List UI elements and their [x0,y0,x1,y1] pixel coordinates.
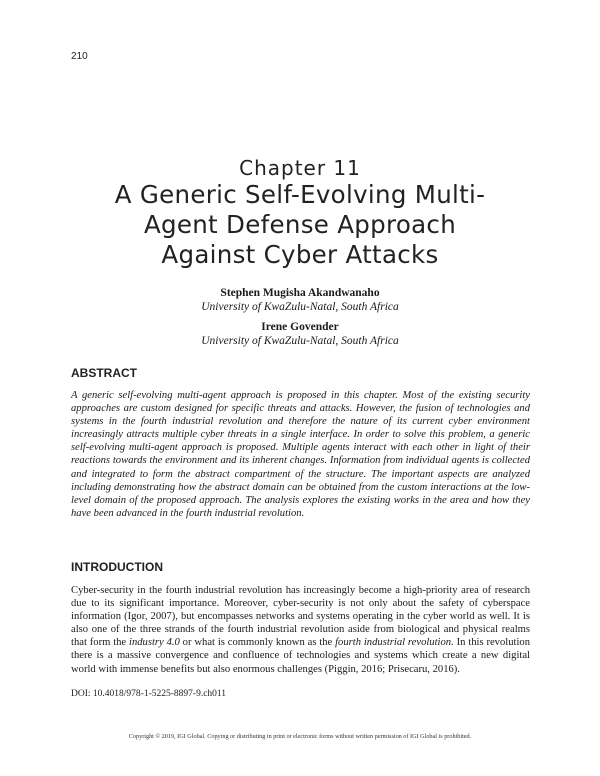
chapter-title-line: Against Cyber Attacks [161,240,439,269]
abstract-text: A generic self-evolving multi-agent approach is proposed in this chapter. Most of the existing security approaches are custom designed for specific threats and attacks. However, the fusion of technologies and systems in the fourth industrial revolution and therefore the nature of its current cyber environment increasingly attracts multiple cyber threats in a single interface. In order to solve this problem, a generic self-evolving multi-agent approach is proposed. Multiple agents interact with each other in light of their reactions towards the environment and its inherent changes. Information from individual agents is collected and integrated to form the abstract compartment of the structure. The important aspects are analyzed including demonstrating how the abstract domain can be obtained from the custom interactions at the low-level domain of the proposed approach. The analysis explores the existing works in the area and how they have been advanced in the fourth industrial revolution. [71,390,530,519]
chapter-label: Chapter 11 [239,156,361,180]
intro-text-part: In this revolution there is a massive convergence and confluence of technologies and systems which create a new digital world with immense benefits but also enormous challenges (Piggin, 2016; Prisecaru, 2016). [71,637,530,675]
author-affiliation: University of KwaZulu-Natal, South Africa [201,335,399,347]
page-number: 210 [71,51,88,62]
introduction-text [71,584,530,676]
doi: DOI: 10.4018/978-1-5225-8897-9.ch011 [71,689,227,699]
intro-text-part: Cyber-security in the fourth industrial revolution has increasingly become a high-priority area of research due to its significant importance. Moreover, cyber-security is not only about the safety of cyberspace information (Igor, 2007), but encompasses networks and systems operating in the cyber world as well. It is also one of the three strands of the fourth industrial revolution aside from biological and physical realms that form the [71,585,530,649]
author-block [0,320,600,348]
author-affiliation: University of KwaZulu-Natal, South Africa [201,301,399,313]
chapter-title [60,180,540,270]
author-block [0,286,600,314]
intro-text-part: or what is commonly known as the [179,637,336,649]
introduction-heading: INTRODUCTION [71,560,163,574]
abstract-heading: ABSTRACT [71,366,137,380]
copyright-notice: Copyright © 2019, IGI Global. Copying or distributing in print or electronic forms without written permission of IGI Global is prohibited. [128,733,472,740]
author-name: Irene Govender [261,321,339,333]
intro-emphasis: industry 4.0 [129,637,180,649]
chapter-title-line: Agent Defense Approach [143,210,457,239]
intro-emphasis: fourth industrial revolution. [335,637,454,649]
author-name: Stephen Mugisha Akandwanaho [220,287,380,299]
chapter-title-line: A Generic Self-Evolving Multi- [114,180,486,209]
